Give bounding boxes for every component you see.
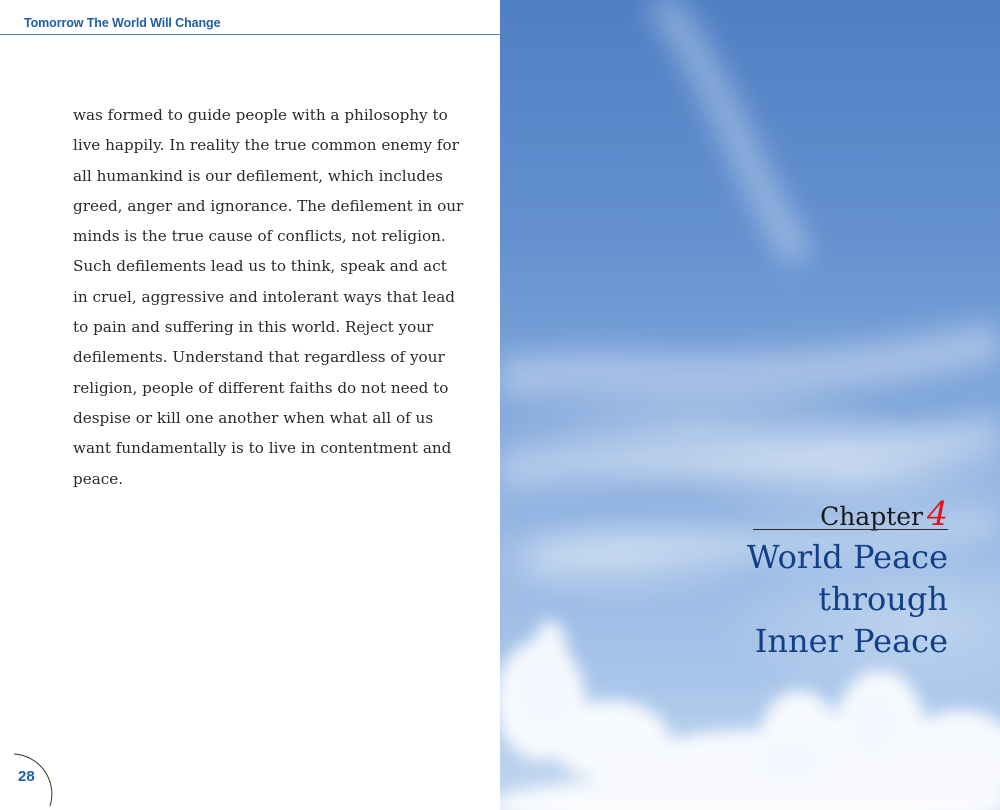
body-line: religion, people of different faiths do not need to xyxy=(73,378,449,397)
chapter-label: Chapter xyxy=(820,502,923,531)
body-line: peace. xyxy=(73,469,124,488)
chapter-number: 4 xyxy=(927,494,948,533)
chapter-rule xyxy=(753,529,948,530)
body-line: greed, anger and ignorance. The defilement in our xyxy=(73,196,464,215)
body-line: to pain and suffering in this world. Reject your xyxy=(73,318,434,337)
chapter-heading xyxy=(748,494,948,534)
body-line: despise or kill one another when what all of us xyxy=(73,408,434,427)
chapter-title-line: World Peace xyxy=(746,538,948,576)
running-header-title: Tomorrow The World Will Change xyxy=(24,16,221,30)
body-line: want fundamentally is to live in contentment and xyxy=(73,439,452,458)
body-line: in cruel, aggressive and intolerant ways that lead xyxy=(73,287,455,306)
body-line: minds is the true cause of conflicts, not religion. xyxy=(73,227,446,246)
body-line: defilements. Understand that regardless of your xyxy=(73,348,445,367)
cloud-illustration xyxy=(500,0,1000,810)
body-line: was formed to guide people with a philosophy to xyxy=(73,106,448,124)
sky-photo-page xyxy=(500,0,1000,810)
chapter-title-line: Inner Peace xyxy=(754,622,948,660)
body-line: all humankind is our defilement, which includes xyxy=(73,166,443,185)
header-rule xyxy=(0,34,500,35)
chapter-title-line: through xyxy=(818,580,948,618)
chapter-title xyxy=(688,536,948,662)
page-number: 28 xyxy=(18,768,35,785)
body-line: Such defilements lead us to think, speak and act xyxy=(73,257,447,276)
body-paragraph xyxy=(73,100,464,494)
body-line: live happily. In reality the true common enemy for xyxy=(73,136,459,155)
